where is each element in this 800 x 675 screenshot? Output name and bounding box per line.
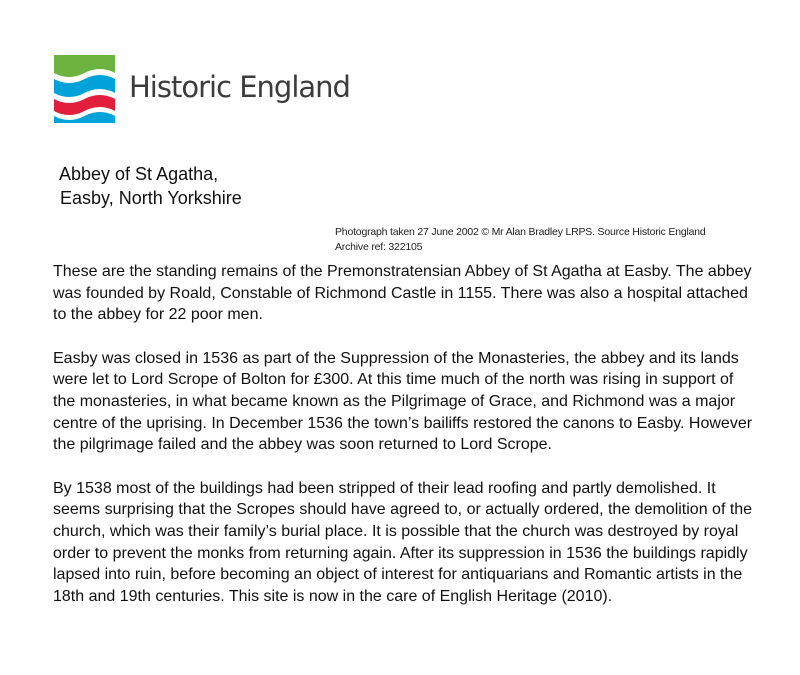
title-line-1: Abbey of St Agatha, — [59, 164, 219, 184]
caption-line-1: Photograph taken 27 June 2002 © Mr Alan Bradley LRPS. Source Historic England — [335, 226, 706, 238]
body-text — [53, 261, 753, 629]
logo-wordmark: Historic England — [129, 70, 350, 104]
caption-line-2: Archive ref: 322105 — [335, 241, 423, 253]
page-title — [59, 162, 242, 210]
paragraph-1: These are the standing remains of the Premonstratensian Abbey of St Agatha at Easby. The abbey was founded by Roald, Constable of Richmond Castle in 1155. There was also a hospital attached to the abbey for 22 poor men. — [53, 263, 752, 324]
historic-england-logo-icon — [54, 55, 115, 123]
photo-caption — [335, 225, 755, 255]
historic-england-logo — [54, 55, 350, 125]
paragraph-2: Easby was closed in 1536 as part of the Suppression of the Monasteries, the abbey and its lands were let to Lord Scrope of Bolton for £300. At this time much of the north was rising in support of the monasteries, in what became known as the Pilgrimage of Grace, and Richmond was a major centre of the uprising. In December 1536 the town’s bailiffs restored the canons to Easby. However the pilgrimage failed and the abbey was soon returned to Lord Scrope. — [53, 349, 753, 454]
paragraph-3: By 1538 most of the buildings had been stripped of their lead roofing and partly demolished. It seems surprising that the Scropes should have agreed to, or actually ordered, the demolition of the church, which was their family’s burial place. It is possible that the church was destroyed by royal order to prevent the monks from returning again. After its suppression in 1536 the buildings rapidly lapsed into ruin, before becoming an object of interest for antiquarians and Romantic artists in the 18th and 19th centuries. This site is now in the care of English Heritage (2010). — [53, 479, 753, 606]
title-line-2: Easby, North Yorkshire — [60, 188, 242, 208]
